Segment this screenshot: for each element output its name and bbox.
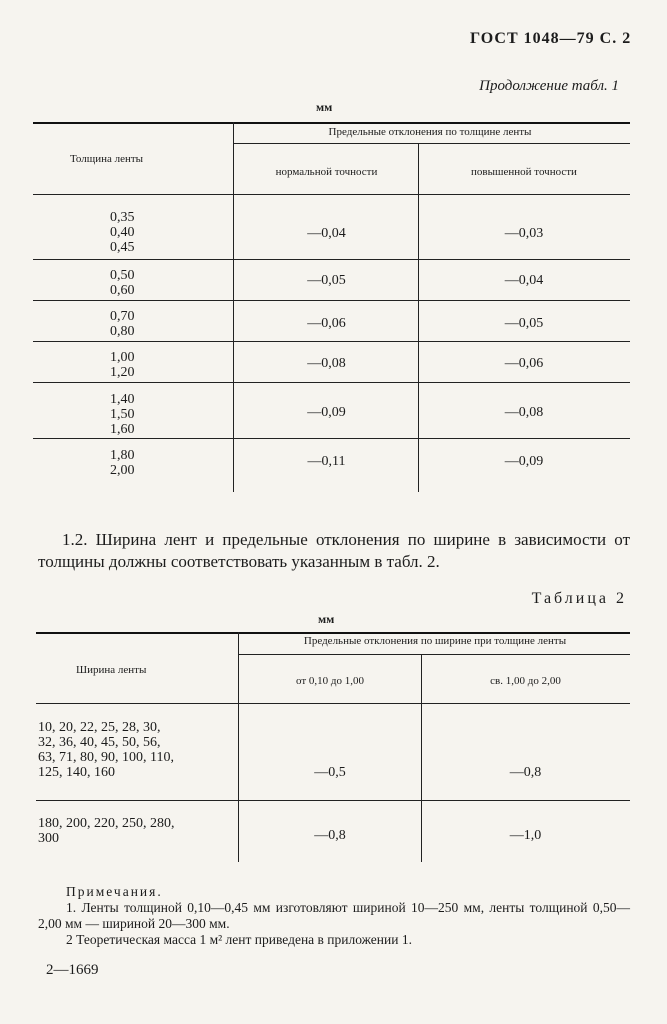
page-header: ГОСТ 1048—79 С. 2 [470, 30, 632, 47]
table1-row-3-high: —0,05 [504, 316, 544, 331]
table1-row-1-thickness: 0,35 0,40 0,45 [110, 210, 135, 255]
table1-col-normal: нормальной точности [275, 166, 378, 178]
table1-row-2-normal: —0,05 [307, 273, 346, 288]
table2-col-a: от 0,10 до 1,00 [295, 675, 364, 687]
table1-row-6-normal: —0,11 [307, 454, 346, 469]
table1-row-5-high: —0,08 [504, 405, 544, 420]
paragraph-1-2: 1.2. Ширина лент и предельные отклонения по ширине в зависимости от толщины должны соответствовать указанным в табл. 2. [38, 530, 630, 571]
table2-col-b: св. 1,00 до 2,00 [490, 675, 561, 687]
table2-unit: мм [318, 612, 335, 626]
table2-row-1-a: —0,5 [314, 765, 346, 780]
table1-row-5-normal: —0,09 [307, 405, 346, 420]
table1-row-6-high: —0,09 [504, 454, 544, 469]
table2-caption: Таблица 2 [531, 590, 627, 607]
table2-row-rule-1 [36, 800, 630, 801]
table1-row-4-thickness: 1,00 1,20 [110, 350, 135, 380]
table1-col-group: Предельные отклонения по толщине ленты [328, 126, 532, 138]
table2-row-2-a: —0,8 [314, 828, 346, 843]
table2-top-rule [36, 632, 630, 634]
table1-row-4-high: —0,06 [504, 356, 544, 371]
table1-row-3-thickness: 0,70 0,80 [110, 309, 135, 339]
notes-title: Примечания. [66, 884, 163, 899]
table1-row-rule-1 [33, 259, 630, 260]
notes [38, 884, 630, 948]
note-1: 1. Ленты толщиной 0,10—0,45 мм изготовляют шириной 10—250 мм, ленты толщиной 0,50—2,00 мм — шириной 20—300 мм. [38, 900, 630, 931]
table1-row-rule-2 [33, 300, 630, 301]
note-2: 2 Теоретическая масса 1 м² лент приведена в приложении 1. [66, 932, 412, 947]
table1-group-rule [233, 143, 630, 144]
table1-row-1-high: —0,03 [504, 226, 544, 241]
table2-vline-1 [238, 632, 239, 862]
table1-row-2-high: —0,04 [504, 273, 544, 288]
table1-col-high: повышенной точности [471, 166, 577, 178]
table1-row-rule-4 [33, 382, 630, 383]
table2-row-1-widths: 10, 20, 22, 25, 28, 30, 32, 36, 40, 45, 50, 56, 63, 71, 80, 90, 100, 110, 125, 140, 160 [38, 720, 174, 780]
table2-row-2-b: —1,0 [509, 828, 542, 843]
table1-top-rule [33, 122, 630, 124]
table1-row-4-normal: —0,08 [307, 356, 346, 371]
table1-row-rule-5 [33, 438, 630, 439]
table1-row-3-normal: —0,06 [307, 316, 346, 331]
table2-group-rule [238, 654, 630, 655]
table2-header-rule [36, 703, 630, 704]
table1-unit: мм [316, 100, 333, 114]
table2-col-group: Предельные отклонения по ширине при толщине ленты [303, 635, 567, 647]
table1-row-rule-3 [33, 341, 630, 342]
table1-col-thickness: Толщина ленты [70, 153, 144, 165]
table1-row-2-thickness: 0,50 0,60 [110, 268, 135, 298]
table2-row-1-b: —0,8 [509, 765, 542, 780]
table1-vline-1 [233, 122, 234, 492]
table1-row-6-thickness: 1,80 2,00 [110, 448, 135, 478]
page-footer-code: 2—1669 [46, 962, 99, 978]
table2-row-2-widths: 180, 200, 220, 250, 280, 300 [38, 816, 175, 846]
table1-caption: Продолжение табл. 1 [479, 78, 619, 94]
table1-row-1-normal: —0,04 [307, 226, 346, 241]
table1-row-5-thickness: 1,40 1,50 1,60 [110, 392, 135, 437]
table2-col-width: Ширина ленты [76, 664, 147, 676]
table1-header-rule [33, 194, 630, 195]
